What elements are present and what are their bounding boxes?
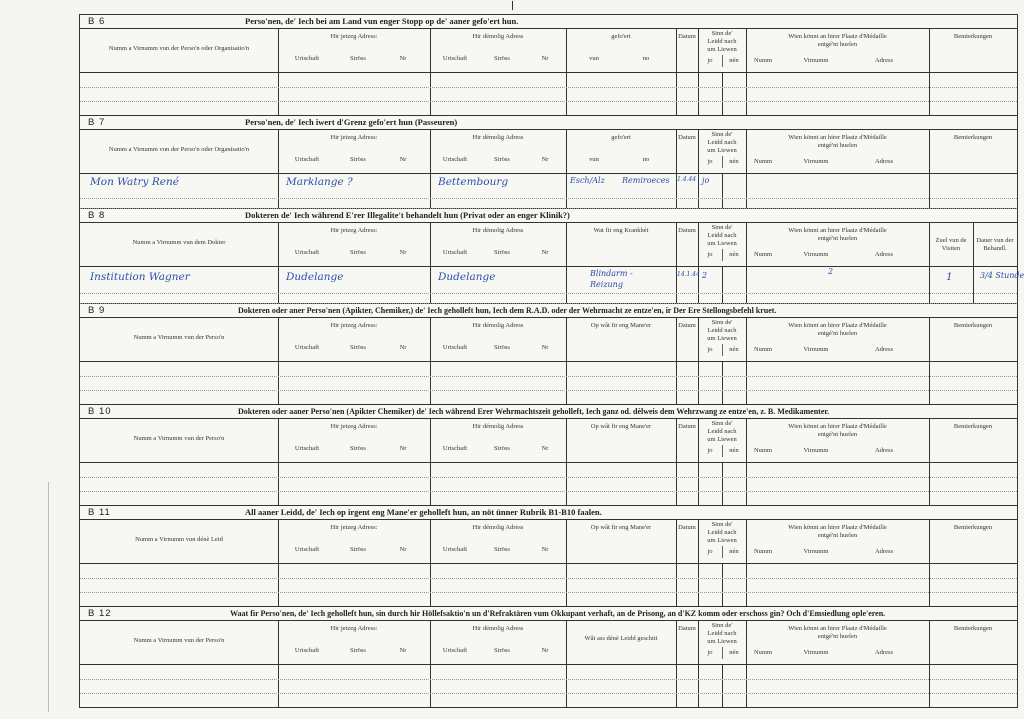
name-column-label: Numm a Virnumm vun der Perso'n	[133, 637, 225, 644]
jo-nen-divider	[722, 249, 723, 261]
ortschaft-label: Urtschaft	[294, 249, 320, 256]
margin-rule	[48, 482, 49, 712]
visits-label: Zuel vun de Visiten	[935, 237, 967, 252]
strooss-label: Ströss	[494, 249, 510, 256]
ortschaft-label: Urtschaft	[294, 156, 320, 163]
jo-nen-divider	[722, 445, 723, 457]
section-title: All aaner Leidd, de' Iech op irgent eng Mane'er geholleft hun, an nöt ünner Rubrik B1-B10 faalen.	[245, 507, 602, 517]
ortschaft-label: Urtschaft	[442, 156, 468, 163]
current-address-label: Hir jetzeg Adress:	[330, 524, 378, 531]
how-label: Op wât fir eng Mane'er	[590, 322, 652, 329]
sense-label: um Liewen	[707, 638, 737, 645]
ortschaft-label: Urtschaft	[294, 647, 320, 654]
column-headers	[80, 29, 1017, 73]
nr-label: Nr	[541, 249, 549, 256]
entry-rows	[80, 463, 1017, 505]
handwritten-medal-mark: 2	[828, 267, 834, 276]
sense-label: um Liewen	[707, 240, 737, 247]
strooss-label: Ströss	[350, 249, 366, 256]
strooss-label: Ströss	[494, 156, 510, 163]
column-headers	[80, 520, 1017, 564]
datum-label: Datum	[678, 423, 696, 430]
sense-label: Leidd nach	[707, 428, 737, 435]
strooss-label: Ströss	[350, 445, 366, 452]
nr-label: Nr	[399, 156, 407, 163]
ortschaft-label: Urtschaft	[294, 344, 320, 351]
virnumm-label: Virnumm	[803, 57, 829, 64]
former-address-label: Hir démolig Adress	[472, 322, 524, 329]
section-code: B 7	[88, 117, 106, 128]
numm-label: Numm	[753, 548, 773, 555]
current-address-label: Hir jetzeg Adress:	[330, 33, 378, 40]
medal-label: entgé'nt huelen	[817, 41, 858, 48]
strooss-label: Ströss	[494, 344, 510, 351]
former-address-label: Hir démolig Adress	[472, 625, 524, 632]
ortschaft-label: Urtschaft	[294, 55, 320, 62]
medal-label: Wien könnt an hirer Plaatz d'Médaille	[788, 423, 887, 430]
remarks-label: Bemierkungen	[953, 423, 993, 430]
handwritten-current-address: Marklange ?	[286, 176, 353, 188]
medal-label: Wien könnt an hirer Plaatz d'Médaille	[788, 322, 887, 329]
table-row[interactable]	[80, 87, 1017, 102]
section-header	[80, 209, 1017, 223]
jo-nen-divider	[722, 546, 723, 558]
gefoert-label: gefo'ert	[611, 33, 631, 40]
datum-label: Datum	[678, 625, 696, 632]
entry-rows	[80, 564, 1017, 606]
datum-label: Datum	[678, 322, 696, 329]
sense-label: Leidd nach	[707, 630, 737, 637]
strooss-label: Ströss	[494, 546, 510, 553]
nen-label: nén	[729, 251, 739, 258]
illness-label: Wat fir eng Krankhét	[593, 227, 649, 234]
numm-label: Numm	[753, 649, 773, 656]
section-title: Waat fir Perso'nen, de' Iech geholleft hun, sin durch hir Höllefsaktio'n un d'Refraktären vum Okkupant verhaft, an de Prisong, an d'KZ komm oder erschoss gin? Och d'Emsiedlung ople'eren.	[230, 609, 886, 618]
datum-label: Datum	[678, 134, 696, 141]
sense-label: um Liewen	[707, 335, 737, 342]
section-title: Perso'nen, de' Iech iwert d'Grenz gefo'ert hun (Passeuren)	[245, 117, 458, 127]
virnumm-label: Virnumm	[803, 251, 829, 258]
current-address-label: Hir jetzeg Adress:	[330, 322, 378, 329]
ortschaft-label: Urtschaft	[442, 249, 468, 256]
sense-label: Sinn de'	[711, 30, 733, 37]
section-b9	[80, 304, 1017, 405]
nen-label: nén	[729, 57, 739, 64]
nen-label: nén	[729, 649, 739, 656]
nr-label: Nr	[399, 55, 407, 62]
vun-label: vun	[589, 55, 599, 62]
handwritten-current-address: Dudelange	[286, 271, 344, 283]
jo-nen-divider	[722, 156, 723, 168]
section-b6	[80, 15, 1017, 116]
ortschaft-label: Urtschaft	[442, 647, 468, 654]
current-address-label: Hir jetzeg Adress:	[330, 423, 378, 430]
handwritten-date: 1.4.44	[677, 176, 697, 183]
section-title: Dokteren oder aner Perso'nen (Apikter, Chemiker,) de' Iech geholleft hun, Iech dem R.A.D. oder der Wehrmacht ze entze'en, ir Der Ere Stellongsbefehl kruet.	[238, 306, 777, 315]
nr-label: Nr	[399, 647, 407, 654]
name-column-label: Numm a Virnumm vun dem Dokter	[132, 239, 226, 246]
former-address-label: Hir démolig Adress	[472, 423, 524, 430]
medal-label: entgé'nt huelen	[817, 633, 858, 640]
table-row[interactable]	[80, 564, 1017, 579]
questionnaire-form	[79, 14, 1024, 708]
jo-nen-divider	[722, 344, 723, 356]
ortschaft-label: Urtschaft	[294, 546, 320, 553]
jo-label: jo	[707, 649, 713, 656]
strooss-label: Ströss	[350, 156, 366, 163]
former-address-label: Hir démolig Adress	[472, 524, 524, 531]
datum-label: Datum	[678, 227, 696, 234]
section-code: B 10	[88, 406, 112, 417]
numm-label: Numm	[753, 158, 773, 165]
column-divider	[566, 621, 567, 664]
nr-label: Nr	[399, 344, 407, 351]
how-label: Op wât fir eng Mane'er	[590, 524, 652, 531]
nr-label: Nr	[541, 546, 549, 553]
sense-label: Leidd nach	[707, 327, 737, 334]
nen-label: nén	[729, 346, 739, 353]
sense-label: Sinn de'	[711, 622, 733, 629]
handwritten-date: 14.1.44	[677, 271, 700, 278]
numm-label: Numm	[753, 251, 773, 258]
entry-rows	[80, 73, 1017, 115]
medal-label: Wien könnt an hirer Plaatz d'Médaille	[788, 227, 887, 234]
jo-label: jo	[707, 57, 713, 64]
sense-label: Leidd nach	[707, 38, 737, 45]
jo-nen-divider	[722, 647, 723, 659]
virnumm-label: Virnumm	[803, 548, 829, 555]
section-code: B 9	[88, 305, 106, 316]
section-header	[80, 607, 1017, 621]
table-row[interactable]	[80, 174, 1017, 199]
table-row[interactable]	[80, 665, 1017, 680]
page-top-mark	[512, 1, 513, 10]
sense-label: um Liewen	[707, 147, 737, 154]
sense-label: Sinn de'	[711, 521, 733, 528]
entry-rows	[80, 174, 1017, 208]
handwritten-former-address: Dudelange	[438, 271, 496, 283]
former-address-label: Hir démolig Adress	[472, 134, 524, 141]
strooss-label: Ströss	[350, 546, 366, 553]
current-address-label: Hir jetzeg Adress:	[330, 134, 378, 141]
nr-label: Nr	[399, 249, 407, 256]
adress-label: Adress	[874, 447, 894, 454]
section-title: Perso'nen, de' Iech bei am Land vun enger Stopp op de' aaner gefo'ert hun.	[245, 16, 519, 26]
table-row[interactable]	[80, 491, 1017, 505]
duration-label: Dauer vun der Behandl.	[976, 237, 1014, 252]
medal-label: Wien könnt an hirer Plaatz d'Médaille	[788, 625, 887, 632]
medal-label: entgé'nt huelen	[817, 142, 858, 149]
column-headers	[80, 130, 1017, 174]
datum-label: Datum	[678, 524, 696, 531]
jo-label: jo	[707, 251, 713, 258]
remarks-label: Bemierkungen	[953, 134, 993, 141]
nen-label: nén	[729, 447, 739, 454]
virnumm-label: Virnumm	[803, 158, 829, 165]
table-row[interactable]	[80, 463, 1017, 478]
strooss-label: Ströss	[494, 647, 510, 654]
section-b7	[80, 116, 1017, 209]
adress-label: Adress	[874, 346, 894, 353]
section-b12	[80, 607, 1017, 707]
datum-label: Datum	[678, 33, 696, 40]
handwritten-jo: jo	[702, 176, 710, 185]
section-header	[80, 116, 1017, 130]
virnumm-label: Virnumm	[803, 346, 829, 353]
nr-label: Nr	[541, 445, 549, 452]
current-address-label: Hir jetzeg Adress:	[330, 625, 378, 632]
sense-label: Leidd nach	[707, 529, 737, 536]
vun-label: vun	[589, 156, 599, 163]
name-column-label: Numm a Virnumm vun dénè Leid	[135, 536, 223, 543]
table-row[interactable]	[80, 592, 1017, 606]
sense-label: Leidd nach	[707, 139, 737, 146]
name-column-label: Numm a Virnumm vun der Perso'n oder Organisatio'n	[108, 45, 250, 52]
strooss-label: Ströss	[494, 445, 510, 452]
adress-label: Adress	[874, 251, 894, 258]
jo-nen-divider	[722, 55, 723, 67]
handwritten-from: Esch/Alz	[570, 176, 605, 185]
table-row[interactable]	[80, 267, 1017, 294]
entry-rows	[80, 267, 1024, 303]
table-row[interactable]	[80, 679, 1017, 694]
entry-rows	[80, 362, 1017, 404]
medal-label: Wien könnt an hirer Plaatz d'Médaille	[788, 33, 887, 40]
what-label: Wât ass dénè Leidd geschitt	[584, 635, 658, 642]
strooss-label: Ströss	[494, 55, 510, 62]
nr-label: Nr	[541, 344, 549, 351]
adress-label: Adress	[874, 649, 894, 656]
table-row[interactable]	[80, 73, 1017, 88]
sense-label: Sinn de'	[711, 420, 733, 427]
section-code: B 8	[88, 210, 106, 221]
numm-label: Numm	[753, 346, 773, 353]
section-header	[80, 15, 1017, 29]
section-code: B 6	[88, 16, 106, 27]
medal-label: entgé'nt huelen	[817, 330, 858, 337]
section-b10	[80, 405, 1017, 506]
name-column-label: Numm a Virnumm vun der Perso'n	[133, 334, 225, 341]
jo-label: jo	[707, 158, 713, 165]
virnumm-label: Virnumm	[803, 447, 829, 454]
table-row[interactable]	[80, 293, 1017, 304]
medal-label: entgé'nt huelen	[817, 532, 858, 539]
adress-label: Adress	[874, 548, 894, 555]
medal-label: Wien könnt an hirer Plaatz d'Médaille	[788, 524, 887, 531]
remarks-label: Bemierkungen	[953, 33, 993, 40]
nen-label: nén	[729, 158, 739, 165]
sense-label: um Liewen	[707, 46, 737, 53]
name-column-label: Numm a Virnumm vun der Perso'n	[133, 435, 225, 442]
remarks-label: Bemierkungen	[953, 322, 993, 329]
section-code: B 12	[88, 608, 112, 619]
table-row[interactable]	[80, 376, 1017, 391]
sense-label: Leidd nach	[707, 232, 737, 239]
strooss-label: Ströss	[350, 344, 366, 351]
section-code: B 11	[88, 507, 111, 518]
column-headers	[80, 223, 1017, 267]
nr-label: Nr	[541, 647, 549, 654]
medal-label: entgé'nt huelen	[817, 235, 858, 242]
name-column-label: Numm a Virnumm vun der Perso'n oder Organisatio'n	[108, 146, 250, 153]
adress-label: Adress	[874, 158, 894, 165]
former-address-label: Hir démolig Adress	[472, 33, 524, 40]
handwritten-name: Mon Watry René	[90, 176, 179, 188]
handwritten-illness: Blindarm - Reizung	[590, 269, 633, 289]
table-row[interactable]	[80, 390, 1017, 404]
adress-label: Adress	[874, 57, 894, 64]
sense-label: um Liewen	[707, 436, 737, 443]
handwritten-jo: 2	[702, 271, 708, 280]
table-row[interactable]	[80, 198, 1017, 209]
section-b11	[80, 506, 1017, 607]
remarks-label: Bemierkungen	[953, 625, 993, 632]
sense-label: um Liewen	[707, 537, 737, 544]
medal-label: Wien könnt an hirer Plaatz d'Médaille	[788, 134, 887, 141]
handwritten-former-address: Bettembourg	[438, 176, 509, 188]
section-title: Dokteren de' Iech während E'rer Illegalite't behandelt hun (Privat oder an enger Klinik?)	[245, 210, 570, 220]
table-row[interactable]	[80, 477, 1017, 492]
section-b8	[80, 209, 1024, 304]
sense-label: Sinn de'	[711, 131, 733, 138]
table-row[interactable]	[80, 578, 1017, 593]
strooss-label: Ströss	[350, 55, 366, 62]
column-headers	[80, 419, 1017, 463]
numm-label: Numm	[753, 447, 773, 454]
medal-label: entgé'nt huelen	[817, 431, 858, 438]
sense-label: Sinn de'	[711, 319, 733, 326]
section-header	[80, 405, 1017, 419]
sense-label: Sinn de'	[711, 224, 733, 231]
nen-label: nén	[729, 548, 739, 555]
jo-label: jo	[707, 548, 713, 555]
former-address-label: Hir démolig Adress	[472, 227, 524, 234]
table-row[interactable]	[80, 362, 1017, 377]
ortschaft-label: Urtschaft	[294, 445, 320, 452]
ortschaft-label: Urtschaft	[442, 546, 468, 553]
ortschaft-label: Urtschaft	[442, 55, 468, 62]
current-address-label: Hir jetzeg Adress:	[330, 227, 378, 234]
handwritten-name: Institution Wagner	[90, 271, 190, 283]
ortschaft-label: Urtschaft	[442, 344, 468, 351]
section-header	[80, 304, 1017, 318]
no-label: no	[642, 156, 650, 163]
table-row[interactable]	[80, 101, 1017, 115]
nr-label: Nr	[399, 546, 407, 553]
virnumm-label: Virnumm	[803, 649, 829, 656]
nr-label: Nr	[541, 156, 549, 163]
handwritten-to: Remiroeces	[622, 176, 670, 185]
section-title: Dokteren oder aaner Perso'nen (Apikter Chemiker) de' Iech während Erer Wehrmachtszeit geholleft, Iech ganz od. dèlweis dem Wehrzwang ze entze'en, z. B. Medikamenter.	[238, 407, 830, 416]
column-headers	[80, 318, 1017, 362]
column-headers	[80, 621, 1017, 665]
numm-label: Numm	[753, 57, 773, 64]
handwritten-duration: 3/4 Stunde	[980, 271, 1024, 280]
how-label: Op wât fir eng Mane'er	[590, 423, 652, 430]
section-header	[80, 506, 1017, 520]
no-label: no	[642, 55, 650, 62]
remarks-label: Bemierkungen	[953, 524, 993, 531]
nr-label: Nr	[399, 445, 407, 452]
ortschaft-label: Urtschaft	[442, 445, 468, 452]
jo-label: jo	[707, 447, 713, 454]
gefoert-label: gefo'ert	[611, 134, 631, 141]
strooss-label: Ströss	[350, 647, 366, 654]
jo-label: jo	[707, 346, 713, 353]
handwritten-visits: 1	[946, 271, 953, 283]
table-row[interactable]	[80, 693, 1017, 707]
nr-label: Nr	[541, 55, 549, 62]
entry-rows	[80, 665, 1017, 707]
